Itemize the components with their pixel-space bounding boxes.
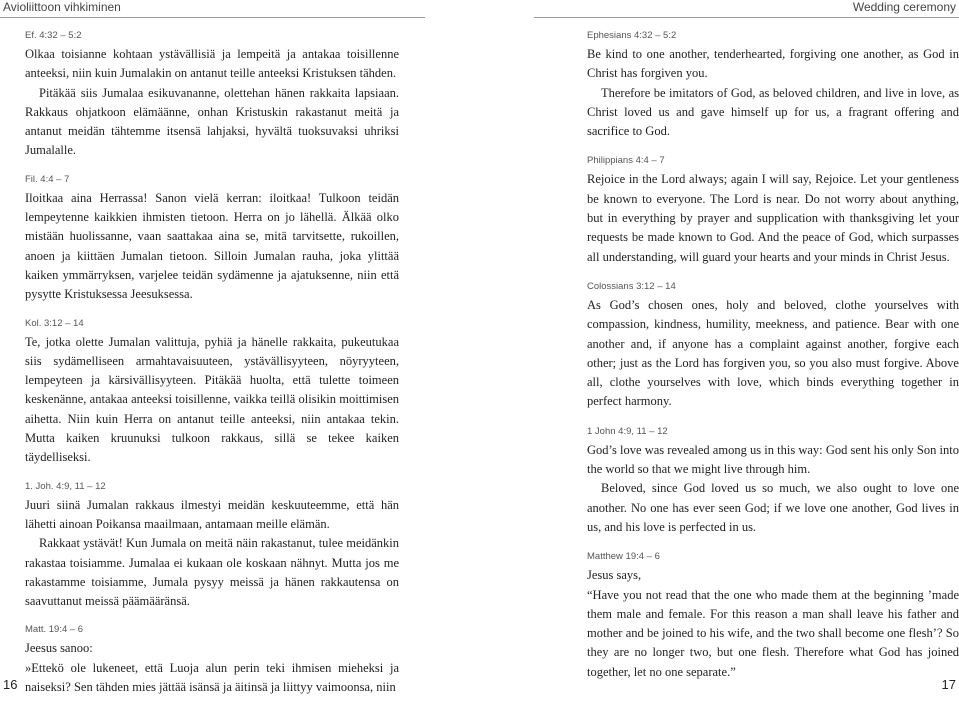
verse-paragraph: As God’s chosen ones, holy and beloved, clothe yourselves with compassion, kindness, humility, meekness, and patience. Bear with one another and, if anyone has a complaint against another, forgive each other; just as the Lord has forgiven you, so you also must forgive. Above all, clothe yourselves with love, which binds everything together in perfect harmony.: [587, 297, 959, 409]
verse-paragraph: Olkaa toisianne kohtaan ystävällisiä ja lempeitä ja antakaa toisillenne anteeksi, niin kuin Jumalakin on antanut teille anteeksi Kristuksen tähden.: [25, 47, 399, 81]
passage-reference: Ephesians 4:32 – 5:2: [587, 30, 677, 41]
verse-paragraph: Rakkaat ystävät! Kun Jumala on meitä näin rakastanut, tulee meidänkin rakastaa toisiamme. Jumalaa ei kukaan ole koskaan nähnyt. Mutta jos me rakastamme toisiamme, Jumala pysyy meissä ja hänen rakkautensa on saavuttanut meissä päämääränsä.: [25, 536, 399, 609]
verse-paragraph: Jeesus sanoo:: [25, 641, 93, 656]
passage-ephesians-fi: [25, 29, 399, 161]
passage-reference: Matt. 19:4 – 6: [25, 624, 84, 636]
verse-paragraph: Beloved, since God loved us so much, we also ought to love one another. No one has ever seen God; if we love one another, God lives in us, and his love is perfected in us.: [587, 481, 959, 534]
passage-philippians-en: [587, 154, 959, 266]
passage-reference: Matthew 19:4 – 6: [587, 551, 660, 563]
right-page: [480, 0, 959, 694]
passage-philippians-fi: [25, 173, 399, 305]
passage-ephesians-en: [587, 29, 959, 141]
verse-paragraph: Therefore be imitators of God, as beloved children, and live in love, as Christ loved us and gave himself up for us, a fragrant offering and sacrifice to God.: [587, 85, 959, 139]
passage-reference: Kol. 3:12 – 14: [25, 317, 84, 329]
passage-reference: Colossians 3:12 – 14: [587, 280, 676, 292]
passage-reference: Ef. 4:32 – 5:2: [25, 30, 82, 41]
page-number-right: 17: [941, 677, 956, 692]
verse-paragraph: Te, jotka olette Jumalan valittuja, pyhiä ja hänelle rakkaita, pukeutukaa siis sydämelliseen armahtavaisuuteen, ystävällisyyteen, nöyryyteen, lempeyteen ja kärsivällisyyteen. Pitäkää huolta, että tulette toimeen keskenänne, antakaa anteeksi toisillenne, vaikka teillä olisikin moittimisen aihetta. Niin kuin Herra on antanut teille anteeksi, niin antakaa tekin. Mutta kaiken kruunuksi tulkoon rakkaus, sillä se tekee kaiken täydelliseksi.: [25, 334, 399, 465]
verse-paragraph: »Ettekö ole lukeneet, että Luoja alun perin teki ihmisen mieheksi ja naiseksi? Sen tähden mies jättää isänsä ja äitinsä ja liittyy vaimoonsa, niin: [25, 660, 399, 695]
passage-matthew-fi: [25, 623, 399, 697]
page-number-left: 16: [3, 677, 18, 692]
passage-reference: Philippians 4:4 – 7: [587, 155, 665, 167]
passage-matthew-en: [587, 550, 959, 682]
verse-paragraph: Rejoice in the Lord always; again I will say, Rejoice. Let your gentleness be known to everyone. The Lord is near. Do not worry about anything, but in everything by prayer and supplication with thanksgiving let your requests be made known to God. And the peace of God, which surpasses all understanding, will guard your hearts and your minds in Christ Jesus.: [587, 172, 959, 264]
passage-reference: 1 John 4:9, 11 – 12: [587, 425, 668, 437]
left-page: [0, 0, 479, 694]
verse-paragraph: God’s love was revealed among us in this way: God sent his only Son into the world so that we might live through him.: [587, 442, 959, 477]
verse-paragraph: Iloitkaa aina Herrassa! Sanon vielä kerran: iloitkaa! Tulkoon teidän lempeytenne kaikkien ihmisten tietoon. Herra on jo lähellä. Älkää olko mistään huolissanne, vaan saattakaa aina se, mitä tarvitsette, rukoillen, anoen ja kiittäen Jumalan tietoon. Silloin Jumalan rauha, joka ylittää kaiken ymmärryksen, varjelee teidän sydämenne ja ajatuksenne, niin että pysytte Kristuksessa Jeesuksessa.: [25, 190, 399, 302]
right-text-column: [587, 29, 959, 695]
passage-colossians-en: [587, 280, 959, 412]
passage-reference: 1. Joh. 4:9, 11 – 12: [25, 480, 106, 492]
verse-paragraph: “Have you not read that the one who made them at the beginning ’made them male and female. For this reason a man shall leave his father and mother and be joined to his wife, and the two shall become one flesh’? So they are no longer two, but one flesh. Therefore what God has joined together, let no one separate.”: [587, 587, 959, 679]
verse-paragraph: Juuri siinä Jumalan rakkaus ilmestyi meidän keskuuteemme, että hän lähetti ainoan Poikansa maailmaan, antamaan meille elämän.: [25, 497, 399, 531]
passage-1john-en: [587, 425, 959, 537]
left-text-column: [25, 29, 399, 709]
passage-1john-fi: [25, 480, 399, 612]
verse-paragraph: Pitäkää siis Jumalaa esikuvananne, olettehan hänen rakkaita lapsiaan. Rakkaus ohjatkoon elämäänne, onhan Kristuskin rakastanut meitä ja antanut meidän tähtemme itsensä lahjaksi, hyvältä tuoksuvaksi uhriksi Jumalalle.: [25, 85, 399, 158]
running-head-left: Avioliittoon vihkiminen: [3, 0, 121, 14]
passage-reference: Fil. 4:4 – 7: [25, 173, 70, 185]
running-head-right: Wedding ceremony: [852, 0, 956, 14]
passage-colossians-fi: [25, 317, 399, 468]
verse-paragraph: Jesus says,: [587, 568, 642, 583]
verse-paragraph: Be kind to one another, tenderhearted, forgiving one another, as God in Christ has forgiven you.: [587, 47, 959, 81]
header-rule-left: [0, 17, 425, 18]
header-rule-right: [534, 17, 959, 18]
